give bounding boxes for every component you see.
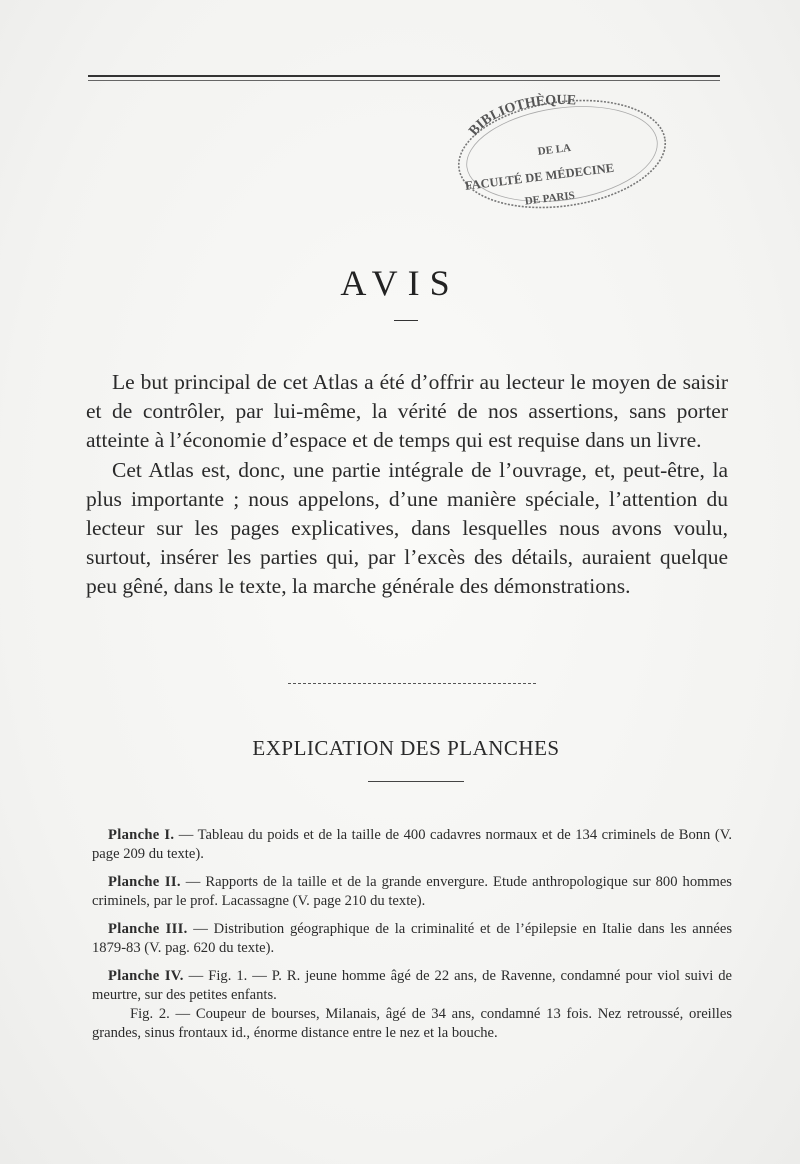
library-stamp	[450, 92, 674, 212]
section-title: EXPLICATION DES PLANCHES	[252, 736, 560, 760]
plate-description: Fig. 2. — Coupeur de bourses, Milanais, âgé de 34 ans, condamné 13 fois. Nez retroussé, oreilles grandes, sinus frontaux id., énorme distance entre le nez et la bouche.	[92, 1006, 732, 1041]
plate-entry	[92, 967, 732, 1005]
plate-entry	[92, 920, 732, 958]
title-dash	[394, 320, 418, 321]
plate-description: — Distribution géographique de la criminalité et de l’épilepsie en Italie dans les années 1879-83 (V. pag. 620 du texte).	[92, 921, 733, 956]
plates-list	[92, 826, 732, 1052]
intro-paragraph: Le but principal de cet Atlas a été d’offrir au lecteur le moyen de saisir et de contrôler, par lui-même, la vérité de nos assertions, sans porter atteinte à l’économie d’espace et de temps qui est requise dans un livre.	[86, 370, 728, 453]
page-title: AVIS	[340, 263, 460, 303]
plate-label: Planche III.	[108, 921, 188, 937]
stamp-line-2: DE LA	[537, 141, 572, 158]
plate-entry	[92, 826, 732, 864]
section-divider	[288, 683, 536, 684]
stamp-line-4: DE PARIS	[524, 189, 576, 208]
stamp-line-1: BIBLIOTHÈQUE	[466, 92, 577, 139]
plate-entry	[92, 873, 732, 911]
plate-entry-figure	[92, 1005, 732, 1043]
top-rule	[88, 75, 720, 77]
plate-label: Planche II.	[108, 874, 181, 890]
top-rule-thin	[88, 80, 720, 81]
plate-description: — Fig. 1. — P. R. jeune homme âgé de 22 ans, de Ravenne, condamné pour viol suivi de meurtre, sur des petites enfants.	[92, 968, 733, 1003]
stamp-line-3: FACULTÉ DE MÉDECINE	[464, 160, 615, 193]
section-title-rule	[368, 781, 464, 782]
plate-description: — Tableau du poids et de la taille de 400 cadavres normaux et de 134 criminels de Bonn (V. page 209 du texte).	[92, 827, 732, 862]
plate-label: Planche IV.	[108, 968, 184, 984]
intro-text	[86, 368, 728, 602]
stamp-graphic	[450, 92, 674, 212]
intro-paragraph: Cet Atlas est, donc, une partie intégrale de l’ouvrage, et, peut-être, la plus importante ; nous appelons, d’une manière spéciale, l’attention du lecteur sur les pages explicatives, dans lesquelles nous avons voulu, surtout, insérer les parties qui, par l’excès des détails, auraient quelque peu gêné, dans le texte, la marche générale des démonstrations.	[86, 457, 728, 599]
plate-label: Planche I.	[108, 827, 175, 843]
plate-description: — Rapports de la taille et de la grande envergure. Etude anthropologique sur 800 hommes criminels, par le prof. Lacassagne (V. page 210 du texte).	[92, 874, 732, 909]
